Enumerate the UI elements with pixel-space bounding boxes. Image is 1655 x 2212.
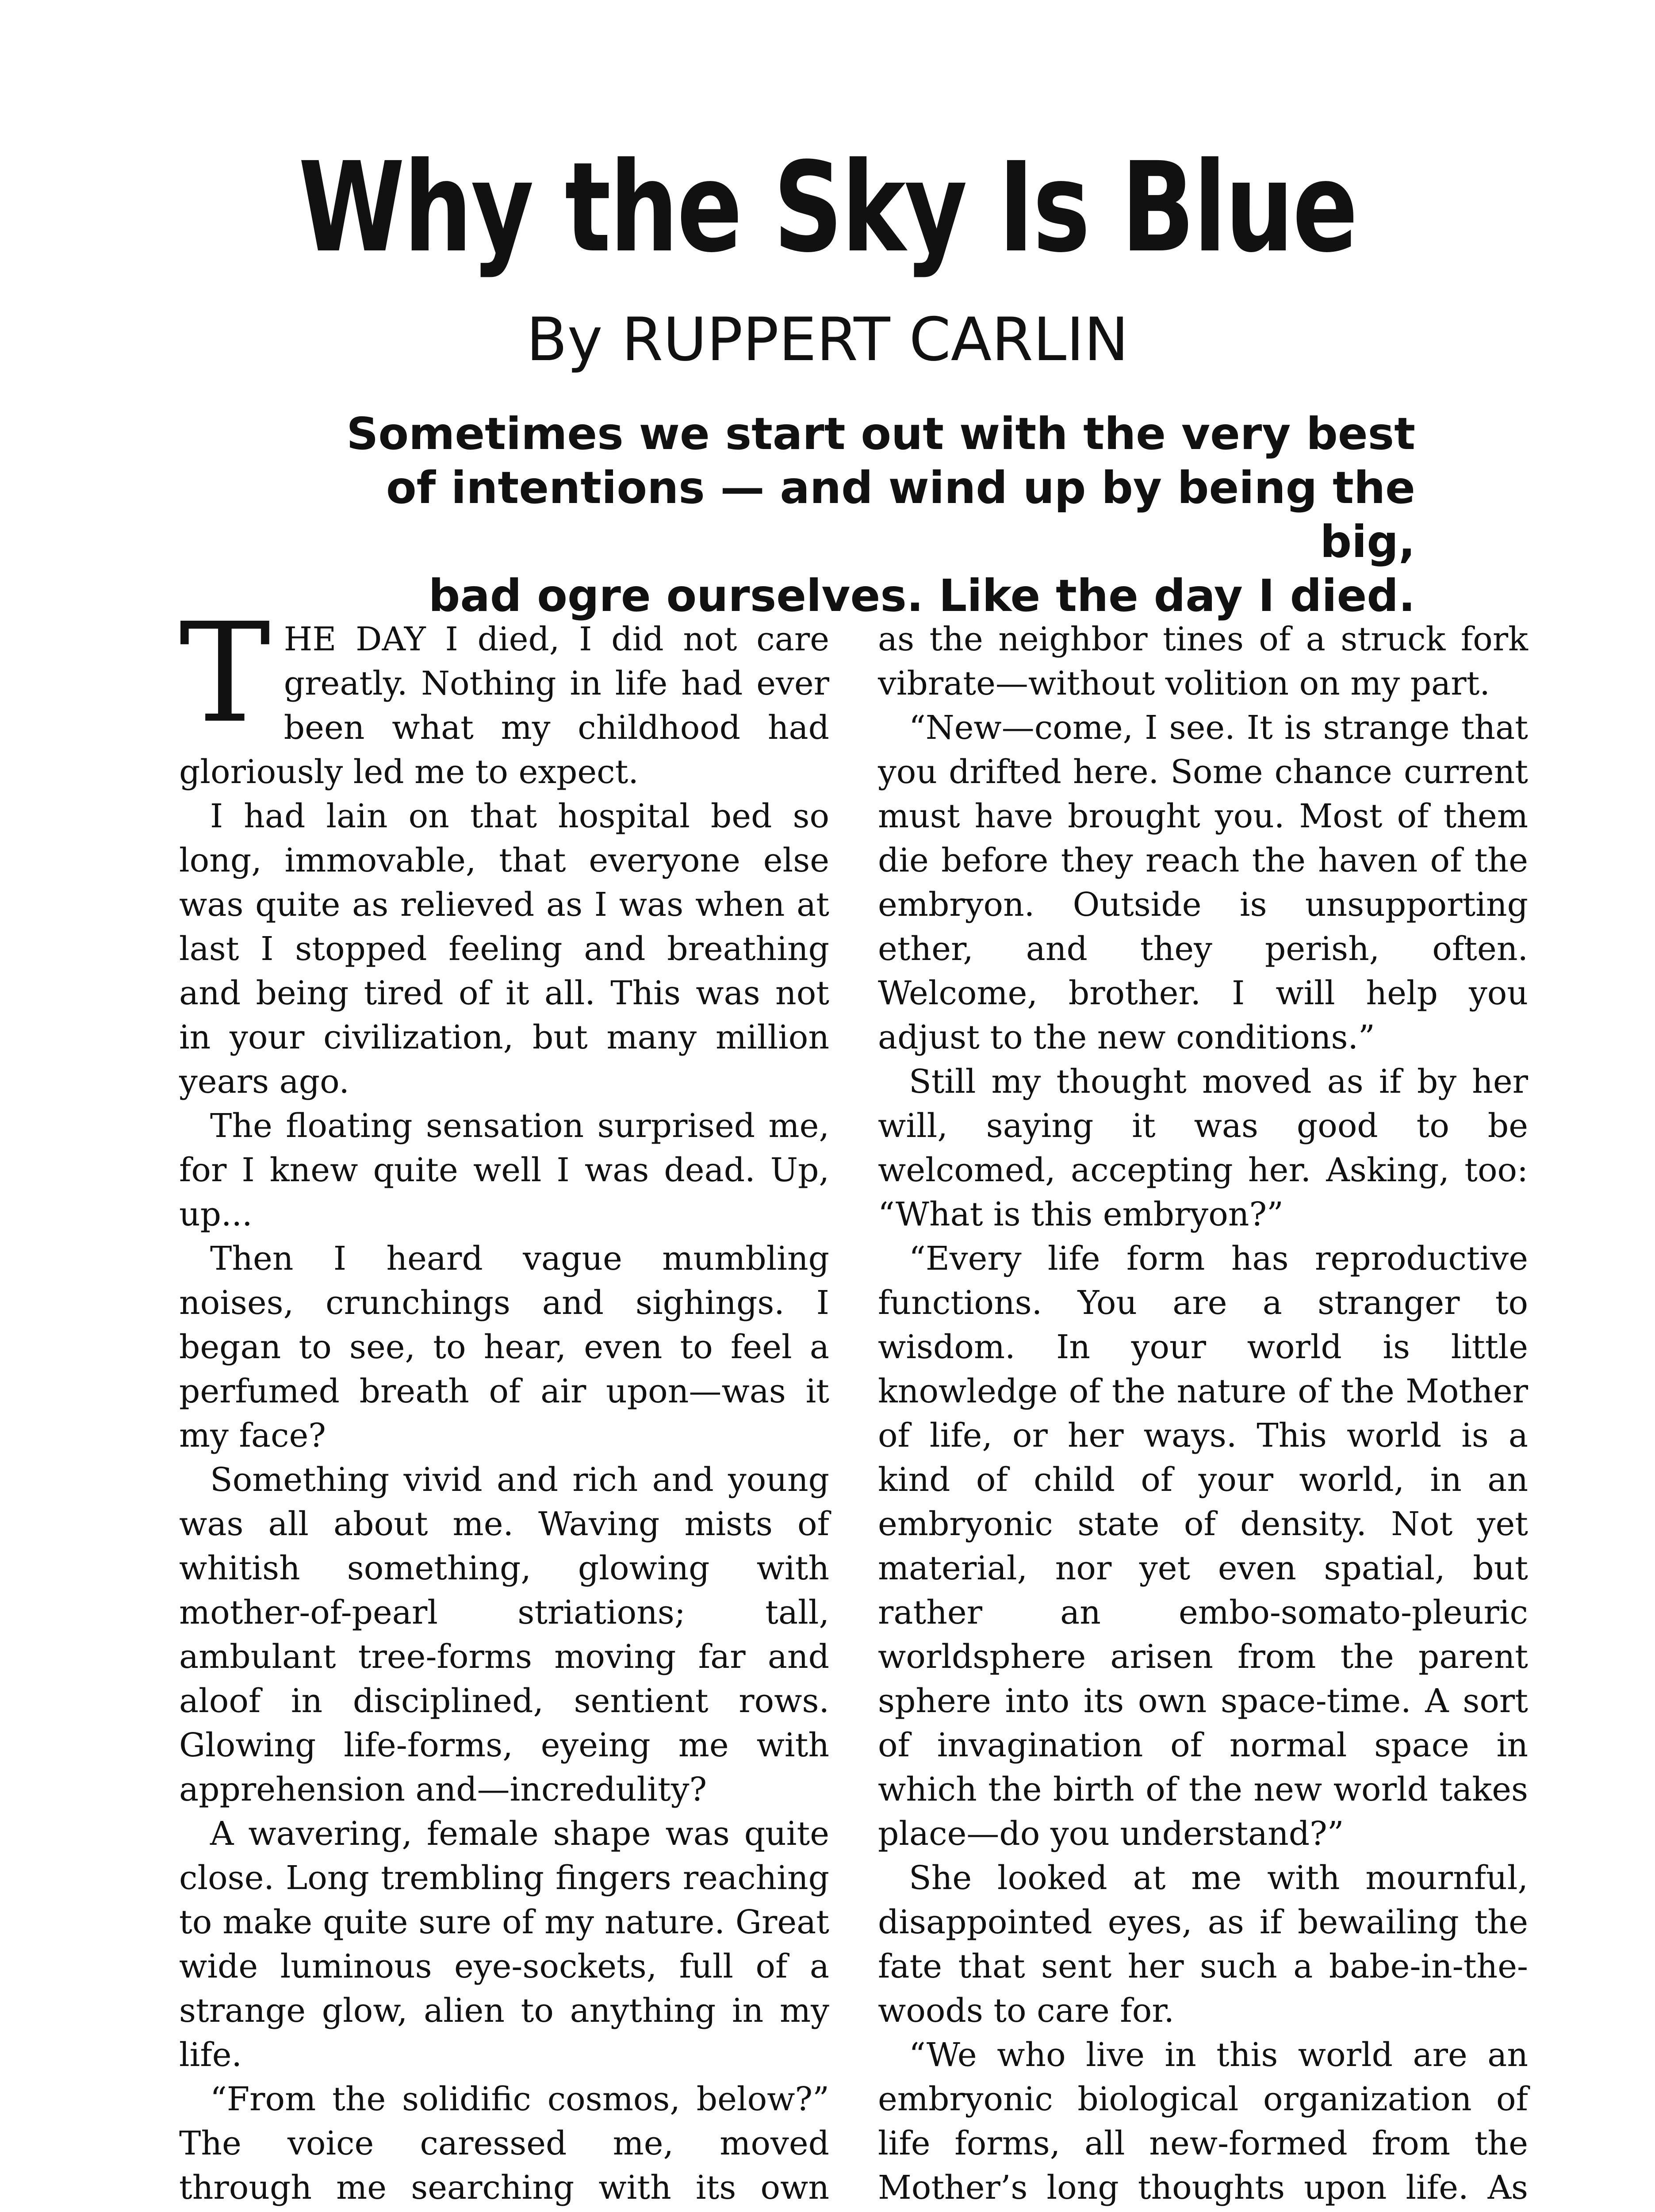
right-column: [878, 617, 1528, 2212]
paragraph: “New—come, I see. It is strange that you drifted here. Some chance current must have brought you. Most of them die before they reach the haven of the embryon. Outside is unsupporting ether, and they perish, often. Welcome, brother. I will help you adjust to the new conditions.”: [878, 709, 1528, 1056]
paragraph: Still my thought moved as if by her will, saying it was good to be welcomed, accepting her. Asking, too: “What is this embryon?”: [878, 1063, 1528, 1233]
paragraph: The floating sensation surprised me, for I knew quite well I was dead. Up, up...: [179, 1107, 829, 1233]
paragraph: as the neighbor tines of a struck fork vibrate—without volition on my part.: [878, 620, 1528, 703]
byline: By RUPPERT CARLIN: [526, 305, 1129, 374]
teaser-line: Sometimes we start out with the very best: [346, 408, 1415, 460]
paragraph: Then I heard vague mumbling noises, crunchings and sighings. I began to see, to hear, even to feel a perfumed breath of air upon—was it my face?: [179, 1240, 829, 1455]
paragraph: “Every life form has reproductive functions. You are a stranger to wisdom. In your world is little knowledge of the nature of the Mother of life, or her ways. This world is a kind of child of your world, in an embryonic state of density. Not yet material, nor yet even spatial, but rather an embo-somato-pleuric worldsphere arisen from the parent sphere into its own space-time. A sort of invagination of normal space in which the birth of the new world takes place—do you understand?”: [878, 1240, 1528, 1853]
teaser-line: of intentions — and wind up by being the big,: [386, 462, 1415, 568]
paragraph: [179, 594, 829, 794]
teaser-blurb: [310, 407, 1415, 623]
paragraph: She looked at me with mournful, disappointed eyes, as if bewailing the fate that sent her such a babe-in-the-woods to care for.: [878, 1859, 1528, 2030]
paragraph: “We who live in this world are an embryonic biological organization of life forms, all new-formed from the Mother’s long thoughts upon life. As: [878, 2036, 1528, 2207]
paragraph: A wavering, female shape was quite close. Long trembling fingers reaching to make quite sure of my nature. Great wide luminous eye-sockets, full of a strange glow, alien to anything in my life.: [179, 1815, 829, 2074]
left-column: [179, 594, 829, 2212]
paragraph: I had lain on that hospital bed so long, immovable, that everyone else was quite as relieved as I was when at last I stopped feeling and breathing and being tired of it all. This was not in your civilization, but many million years ago.: [179, 797, 829, 1101]
paragraph: Something vivid and rich and young was all about me. Waving mists of whitish something, glowing with mother-of-pearl striations; tall, ambulant tree-forms moving far and aloof in disciplined, sentient rows. Glowing life-forms, eyeing me with apprehension and—incredulity?: [179, 1461, 829, 1809]
drop-cap: T: [179, 594, 271, 753]
paragraph: “From the solidific cosmos, below?” The voice caressed me, moved through me searching with its own: [179, 2080, 829, 2207]
teaser-line: bad ogre ourselves. Like the day I died.: [428, 570, 1415, 622]
story-title: Why the Sky Is Blue: [298, 136, 1357, 280]
paragraph-text: HE DAY I died, I did not care greatly. Nothing in life had ever been what my childhood had gloriously led me to expect.: [179, 620, 829, 791]
